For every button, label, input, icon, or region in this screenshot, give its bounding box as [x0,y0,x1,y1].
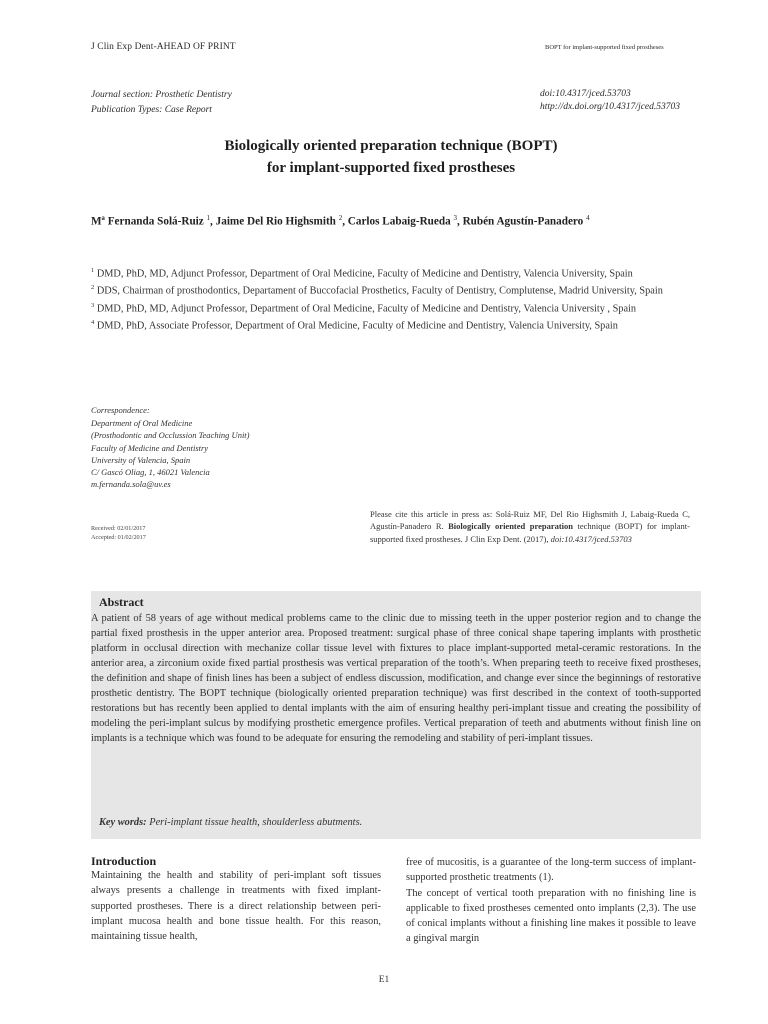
author-name: Mª Fernanda Solá-Ruiz [91,215,204,228]
author-list [91,214,590,228]
citation-note [370,508,690,545]
author-name: Rubén Agustín-Panadero [462,215,584,228]
body-column-right [406,855,696,947]
citation-title-bold: Biologically oriented preparation [448,521,574,532]
correspondence-line: University of Valencia, Spain [91,454,191,465]
publication-type: Publication Types: Case Report [91,105,212,115]
author-separator: , [456,215,463,228]
affiliation-mark: 3 [91,301,95,309]
running-header-right: BOPT for implant-supported fixed prostheses [545,44,664,51]
page-number: E1 [378,975,390,985]
correspondence-label: Correspondence: [91,405,150,415]
affiliation-item [91,316,701,333]
article-title [91,135,691,179]
correspondence-line: (Prosthodontic and Occlussion Teaching Unit) [91,430,250,441]
title-line-2: for implant-supported fixed prostheses [266,160,516,176]
affiliations [91,264,701,334]
running-header-left: J Clin Exp Dent-AHEAD OF PRINT [91,42,236,52]
author-affil-mark: 1 [206,214,211,222]
body-paragraph: free of mucositis, is a guarantee of the long-term success of implant-supported prosthetic treatments (1). [406,857,696,884]
affiliation-mark: 2 [91,284,95,292]
correspondence-email[interactable]: m.fernanda.sola@uv.es [91,479,171,490]
affiliation-item [91,281,701,298]
author-name: Jaime Del Rio Highsmith [215,215,336,228]
doi-block [540,88,680,114]
accepted-date: Accepted: 01/02/2017 [91,534,146,541]
affiliation-item [91,264,701,281]
correspondence-line: Department of Oral Medicine [91,418,193,429]
doi-url[interactable]: http://dx.doi.org/10.4317/jced.53703 [540,102,681,112]
correspondence-line: Faculty of Medicine and Dentistry [91,442,209,453]
abstract-text: A patient of 58 years of age without medical problems came to the clinic due to missing teeth in the upper posterior region and to change the partial fixed prosthesis in the upper anterior area. Proposed treatment: surgical phase of three conical shape tapering implants with prosthetic platform in occlusal direction with mechanize collar tissue level with fixtures to place implant-supported metal-ceramic restorations. In the anterior area, a zirconium oxide fixed partial prosthesis was vertical preparation of the tooth’s. When preparing teeth to receive fixed prostheses, the definition and shape of finish lines has been a subject of endless discussion, modification, and change ever since the beginnings of restorative prosthetic dentistry. The BOPT technique (biologically oriented preparation technique) was first described in the context of tooth-supported restorations but has recently been applied to dental implants with the aim of ensuring healthy peri-implant tissue and creating the possibility of modeling the peri-implant sulcus by modifying prosthetic emergence profiles. Vertical preparation of teeth and abutments without finish line on implants is a technique which was found to be adequate for ensuring the remodeling and stability of peri-implant tissues. [91,613,701,744]
affiliation-text: DMD, PhD, MD, Adjunct Professor, Department of Oral Medicine, Faculty of Medicine and Dentistry, Valencia University , Spain [94,303,637,315]
citation-doi[interactable]: doi:10.4317/jced.53703 [550,533,632,544]
author-separator: , [210,215,216,228]
journal-section: Journal section: Prosthetic Dentistry [91,90,232,100]
title-line-1: Biologically oriented preparation technique (BOPT) [224,138,558,154]
author-name: Carlos Labaig-Rueda [347,215,451,228]
article-dates [91,524,146,542]
keywords [99,817,362,828]
journal-meta [91,88,232,118]
affiliation-text: DMD, PhD, MD, Adjunct Professor, Department of Oral Medicine, Faculty of Medicine and Dentistry, Valencia University, Spain [94,268,633,280]
body-paragraph: The concept of vertical tooth preparation with no finishing line is applicable to fixed prostheses cemented onto implants (2,3). The use of conical implants without a finishing line makes it possible to leave a gingival margin [406,887,696,945]
citation-text: technique (BOPT) for implant-supported fixed prostheses. J Clin Exp Dent. (2017), [370,521,690,544]
doi: doi:10.4317/jced.53703 [540,89,631,99]
author-affil-mark: 2 [338,214,343,222]
author-separator: , [342,215,348,228]
keywords-label: Key words: [99,817,147,828]
affiliation-mark: 4 [91,319,95,327]
correspondence [91,404,250,490]
body-column-left: Maintaining the health and stability of peri-implant soft tissues always presents a challenge in treatments with fixed implant-supported prostheses. There is a direct relationship between peri-implant mucosa health and bone tissue health. For this reason, maintaining tissue health, [91,870,381,943]
author-affil-mark: 3 [453,214,457,222]
introduction-heading: Introduction [91,854,157,868]
correspondence-line: C/ Gascó Oliag, 1, 46021 Valencia [91,467,210,478]
affiliation-text: DMD, PhD, Associate Professor, Department of Oral Medicine, Faculty of Medicine and Dentistry, Valencia University, Spain [94,320,618,332]
keywords-text: Peri-implant tissue health, shoulderless abutments. [146,817,363,828]
citation-text: Please cite this article in press as: Solá-Ruiz MF, Del Rio Highsmith J, Labaig-Rueda C, Agustín-Panadero R. [370,509,690,532]
affiliation-item [91,299,701,316]
affiliation-text: DDS, Chairman of prosthodontics, Departament of Buccofacial Prosthetics, Faculty of Dentistry, Complutense, Madrid University, Spain [94,285,663,297]
affiliation-mark: 1 [91,267,95,274]
author-affil-mark: 4 [586,214,590,222]
received-date: Received: 02/01/2017 [91,525,146,532]
abstract-heading: Abstract [99,595,144,609]
